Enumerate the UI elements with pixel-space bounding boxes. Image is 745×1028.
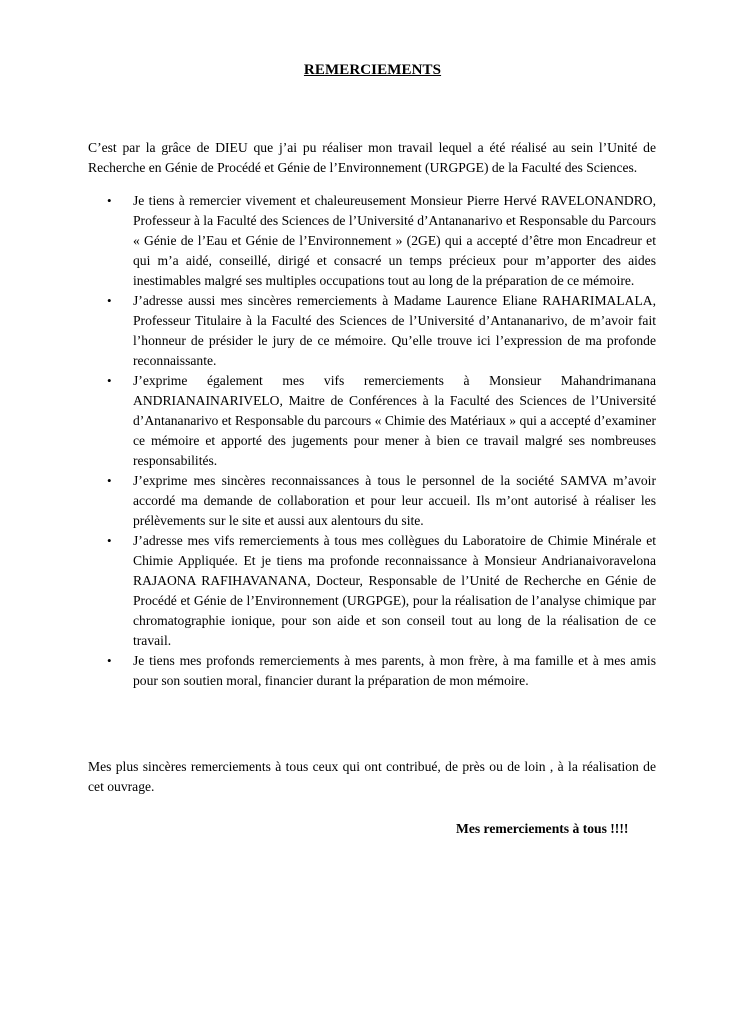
list-item-text: J’exprime également mes vifs remerciements à Monsieur Mahandrimanana ANDRIANAINARIVELO, Maitre de Conférences à la Faculté des Sciences de l’Université d’Antananarivo et Responsable du parcours « Chimie des Matériaux » qui a accepté d’examiner ce mémoire et apporté des jugements pour mener à bien ce travail malgré ses nombreuses responsabilités. [133,373,656,468]
list-item [88,531,656,651]
list-item-text: J’adresse mes vifs remerciements à tous mes collègues du Laboratoire de Chimie Minérale et Chimie Appliquée. Et je tiens ma profonde reconnaissance à Monsieur Andrianaivoravelona RAJAONA RAFIHAVANANA, Docteur, Responsable de l’Unité de Recherche en Génie de Procédé et Génie de l’Environnement (URGPGE), pour la réalisation de l’analyse chimique par chromatographie ionique, pour son aide et son conseil tout au long de la réalisation de ce travail. [133,533,656,648]
intro-paragraph: C’est par la grâce de DIEU que j’ai pu réaliser mon travail lequel a été réalisé au sein l’Unité de Recherche en Génie de Procédé et Génie de l’Environnement (URGPGE) de la Faculté des Sciences. [88,139,656,175]
list-item [88,191,656,291]
list-item [88,291,656,371]
page-title: REMERCIEMENTS [303,62,442,78]
list-item-text: J’exprime mes sincères reconnaissances à tous le personnel de la société SAMVA m’avoir accordé ma demande de collaboration et pour leur accueil. Ils m’ont autorisé à réaliser les prélèvements sur le site et aussi aux alentours du site. [133,473,656,528]
list-item-text: Je tiens mes profonds remerciements à mes parents, à mon frère, à ma famille et à mes amis pour son soutien moral, financier durant la préparation de mon mémoire. [133,653,656,688]
bullet-icon: • [107,473,112,488]
list-item [88,371,656,471]
bullet-icon: • [107,653,112,668]
bullet-icon: • [107,533,112,548]
bullet-icon: • [107,373,112,388]
list-item [88,471,656,531]
closing-paragraph: Mes plus sincères remerciements à tous ceux qui ont contribué, de près ou de loin , à la réalisation de cet ouvrage. [88,758,656,794]
list-item-text: J’adresse aussi mes sincères remerciements à Madame Laurence Eliane RAHARIMALALA, Professeur Titulaire à la Faculté des Sciences de l’Université d’Antananarivo, de m’avoir fait l’honneur de présider le jury de ce mémoire. Qu’elle trouve ici l’expression de ma profonde reconnaissante. [133,293,656,368]
acknowledgement-list [88,191,656,691]
bullet-icon: • [107,193,112,208]
bullet-icon: • [107,293,112,308]
list-item [88,651,656,691]
signoff-text: Mes remerciements à tous !!!! [456,821,629,836]
list-item-text: Je tiens à remercier vivement et chaleureusement Monsieur Pierre Hervé RAVELONANDRO, Professeur à la Faculté des Sciences de l’Université d’Antananarivo et Responsable du Parcours « Génie de l’Eau et Génie de l’Environnement » (2GE) qui a accepté d’être mon Encadreur et qui m’a aidé, conseillé, dirigé et consacré un temps précieux pour m’apporter des aides inestimables malgré ses multiples occupations tout au long de la préparation de ce mémoire. [133,193,656,288]
